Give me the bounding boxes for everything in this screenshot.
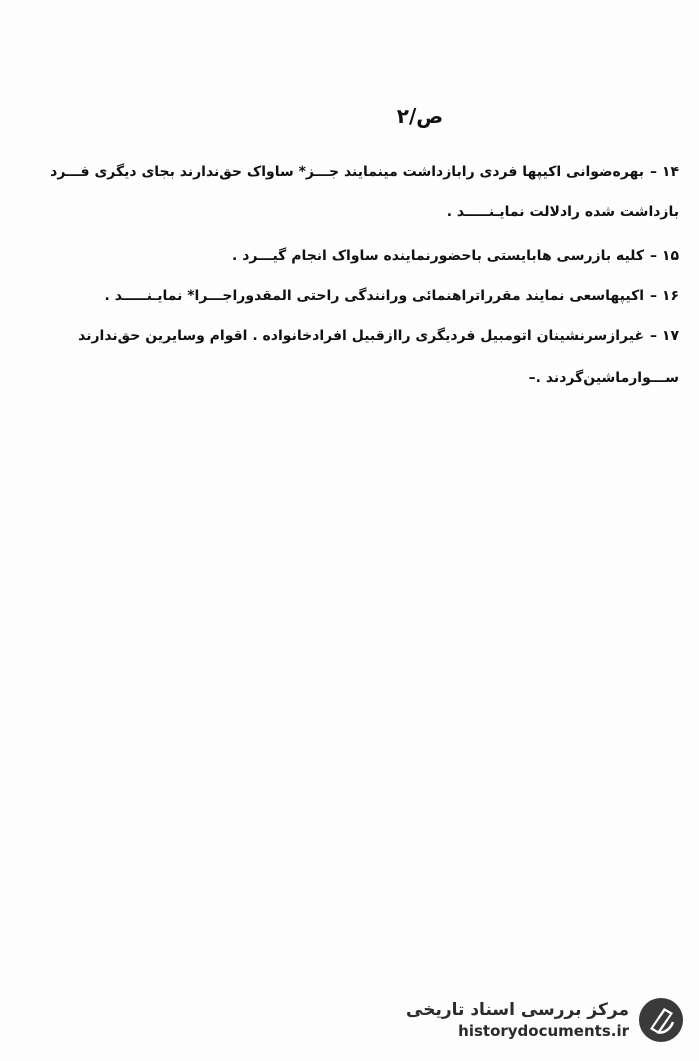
list-item-continuation bbox=[529, 370, 679, 386]
item-text: ســـوارماشین‌گردند .– bbox=[528, 370, 679, 386]
item-text: بهره‌ضوانی اکیپها فردی رابازداشت مینمایند جـــز* ساواک حق‌ندارند بجای دیگری فـــرد bbox=[50, 164, 645, 180]
item-number: ۱۵ – bbox=[650, 248, 679, 264]
page-number: ص/۲ bbox=[396, 104, 444, 128]
document-logo-icon bbox=[637, 996, 685, 1044]
watermark-url: historydocuments.ir bbox=[458, 1022, 629, 1040]
watermark-text bbox=[406, 999, 629, 1041]
item-text: اکیپهاسعی نمایند مقرراتراهنمائی ورانندگی راحتی المقدوراجـــرا* نمایـنـــــد . bbox=[104, 288, 645, 304]
list-item bbox=[78, 328, 679, 344]
list-item bbox=[232, 248, 679, 264]
item-number: ۱۴ – bbox=[650, 164, 679, 180]
item-text: بازداشت شده رادلالت نمایـنـــــد . bbox=[446, 204, 679, 220]
item-text: کلیه بازرسی هابایستی باحضورنماینده ساواک انجام گیـــرد . bbox=[232, 248, 645, 264]
item-number: ۱۷ – bbox=[650, 328, 679, 344]
list-item bbox=[105, 288, 680, 304]
item-text: غیرازسرنشینان اتومبیل فردیگری راازقبیل افرادخانواده . اقوام وسایرین حق‌ندارند bbox=[78, 328, 645, 344]
list-item bbox=[50, 164, 679, 180]
item-number: ۱۶ – bbox=[650, 288, 679, 304]
watermark bbox=[405, 993, 685, 1047]
list-item-continuation bbox=[447, 204, 679, 220]
watermark-name: مرکز بررسی اسناد تاریخی bbox=[406, 1000, 629, 1020]
